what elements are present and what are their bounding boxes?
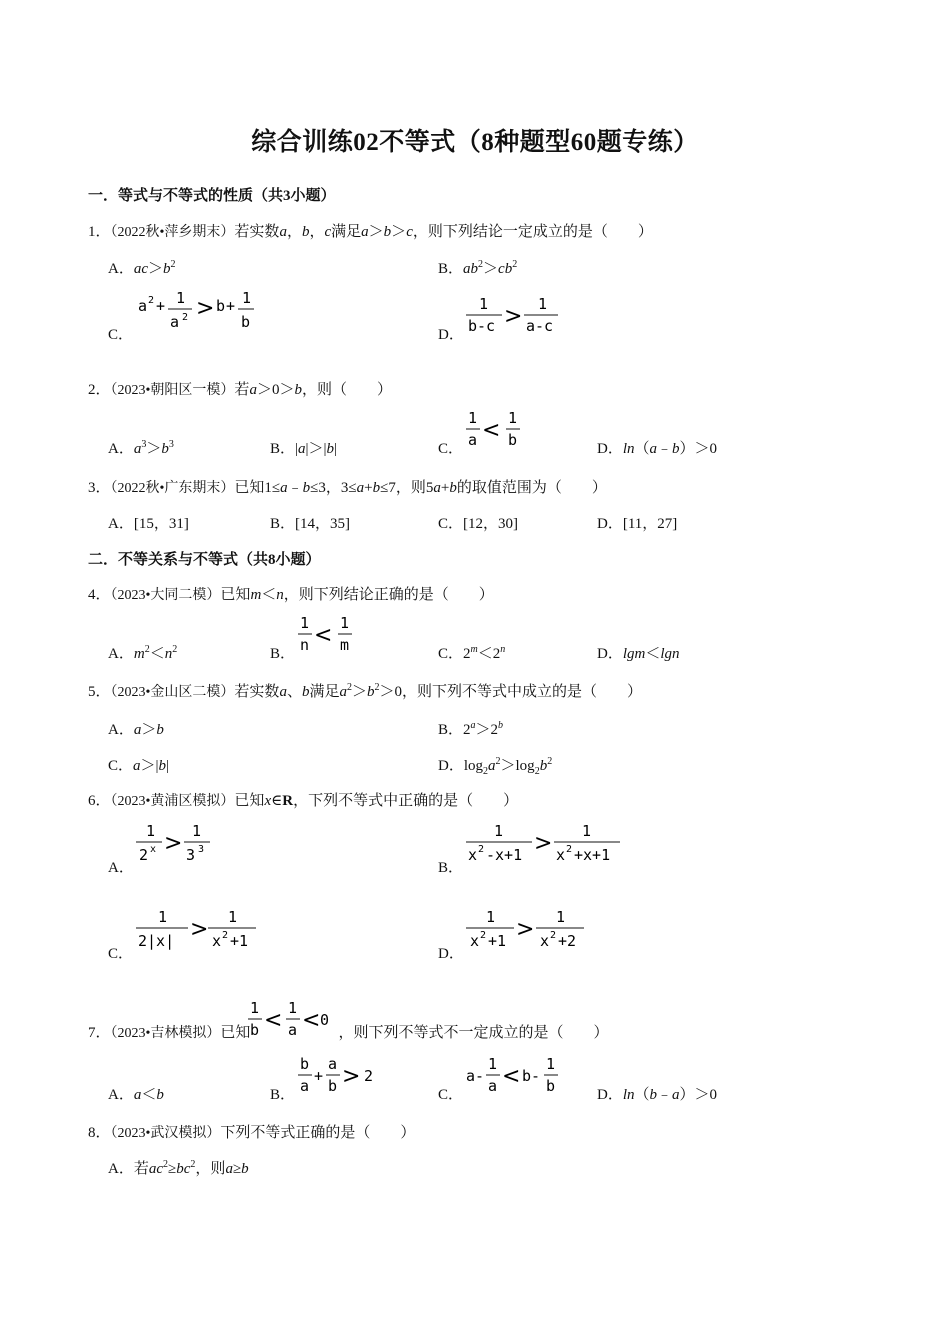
svg-text:-x+1: -x+1: [486, 846, 523, 864]
svg-text:+1: +1: [488, 932, 507, 950]
svg-text:>: >: [534, 831, 553, 856]
q7-option-b-formula: [298, 1055, 388, 1101]
svg-text:b: b: [508, 431, 518, 449]
svg-text:1: 1: [556, 908, 566, 926]
q6-option-a-formula: [136, 822, 226, 872]
svg-text:b: b: [546, 1077, 556, 1095]
svg-text:a: a: [288, 1021, 298, 1039]
q2-option-c-formula: [466, 409, 536, 455]
svg-text:>: >: [196, 296, 215, 321]
svg-text:b: b: [328, 1077, 338, 1095]
svg-text:x: x: [468, 846, 478, 864]
svg-text:2|x|: 2|x|: [138, 932, 175, 950]
question-2: 2．（2023•朝阳区一模）若a＞0＞b，则（ ）: [88, 382, 392, 398]
q2-option-d: D．ln（a﹣b）＞0: [597, 441, 718, 457]
q5-option-d: D．$\log_2a^2>\log_2b^2$: [438, 756, 553, 777]
q4-option-b: B． 1 n < 1 m: [270, 642, 295, 663]
svg-text:a-c: a-c: [526, 317, 554, 335]
svg-text:1: 1: [250, 999, 260, 1017]
svg-text:a: a: [488, 1077, 498, 1095]
q4-option-c: C．$2^m<2^n$: [438, 644, 506, 662]
q5-option-b: B．$2^a>2^b$: [438, 720, 504, 738]
svg-text:2: 2: [182, 312, 189, 323]
svg-text:a: a: [170, 313, 180, 331]
svg-text:x: x: [150, 844, 157, 855]
q7-option-b: B． b a + a b > 2: [270, 1083, 295, 1104]
svg-text:<: <: [302, 1008, 321, 1033]
svg-text:>: >: [516, 917, 535, 942]
svg-text:a-: a-: [466, 1067, 485, 1085]
question-7: 7．（2023•吉林模拟）已知 1 b < 1 a < 0 ，则下列不等式不一定成立的是（ ）: [88, 1021, 608, 1042]
svg-text:+x+1: +x+1: [574, 846, 611, 864]
svg-text:<: <: [314, 623, 333, 648]
svg-text:2: 2: [478, 844, 485, 855]
svg-text:<: <: [264, 1008, 283, 1033]
svg-text:+: +: [226, 297, 236, 315]
svg-text:2: 2: [222, 930, 229, 941]
q1-option-b: B．$ab^2>cb^2$: [438, 259, 518, 277]
q1-option-d-formula: [466, 295, 596, 341]
svg-text:1: 1: [488, 1055, 498, 1073]
svg-text:3: 3: [186, 846, 196, 864]
svg-text:2: 2: [566, 844, 573, 855]
svg-text:0: 0: [320, 1011, 330, 1029]
svg-text:1: 1: [192, 822, 202, 840]
svg-text:3: 3: [198, 844, 205, 855]
svg-text:1: 1: [242, 289, 252, 307]
svg-text:a: a: [328, 1055, 338, 1073]
q4-option-d: D．lgm＜lgn: [597, 646, 680, 662]
q1-option-c-formula: [138, 289, 268, 339]
q1-option-d: D． 1 b-c > 1 a-c: [438, 323, 464, 344]
svg-text:2: 2: [550, 930, 557, 941]
svg-text:>: >: [164, 831, 183, 856]
svg-text:1: 1: [468, 409, 478, 427]
svg-text:1: 1: [288, 999, 298, 1017]
svg-text:1: 1: [494, 822, 504, 840]
q3-option-d: D．[11，27]: [597, 516, 678, 532]
svg-text:<: <: [502, 1064, 521, 1089]
svg-text:1: 1: [158, 908, 168, 926]
svg-text:<: <: [482, 418, 501, 443]
q5-option-c: C．a＞|b|: [108, 758, 170, 774]
q7-condition-formula: [248, 999, 338, 1045]
section-heading-2: 二．不等关系与不等式（共8小题）: [88, 552, 321, 568]
svg-text:b: b: [241, 313, 251, 331]
svg-text:2: 2: [139, 846, 149, 864]
question-3: 3．（2022秋•广东期末）已知1≤a﹣b≤3，3≤a+b≤7，则5a+b的取值范围为（ ）: [88, 480, 607, 496]
q3-option-b: B．[14，35]: [270, 516, 350, 532]
svg-text:x: x: [470, 932, 480, 950]
question-6: 6．（2023•黄浦区模拟）已知x∈R，下列不等式中正确的是（ ）: [88, 793, 519, 809]
question-5: 5．（2023•金山区二模）若实数a、b满足$a^2>b^2>0$，则下列不等式中成立的是（ ）: [88, 682, 642, 700]
q7-option-c-formula: [466, 1055, 576, 1101]
q7-option-a: A．a＜b: [108, 1087, 164, 1103]
q2-option-a: A．$a^3>b^3$: [108, 439, 174, 457]
svg-text:b: b: [216, 297, 226, 315]
svg-text:b: b: [250, 1021, 260, 1039]
q3-option-a: A．[15，31]: [108, 516, 189, 532]
question-8: 8．（2023•武汉模拟）下列不等式正确的是（ ）: [88, 1125, 416, 1141]
svg-text:n: n: [300, 636, 310, 654]
svg-text:1: 1: [508, 409, 518, 427]
page-title: 综合训练02不等式（8种题型60题专练）: [251, 129, 699, 156]
svg-text:>: >: [342, 1064, 361, 1089]
q7-option-d: D．ln（b﹣a）＞0: [597, 1087, 718, 1103]
svg-text:+: +: [314, 1067, 324, 1085]
q2-option-c: C． 1 a < 1 b: [438, 437, 463, 458]
svg-text:2: 2: [148, 295, 155, 306]
q4-option-b-formula: [298, 614, 368, 660]
q3-option-c: C．[12，30]: [438, 516, 518, 532]
svg-text:a: a: [300, 1077, 310, 1095]
q7-option-c: C． a- 1 a < b- 1 b: [438, 1083, 463, 1104]
svg-text:a: a: [468, 431, 478, 449]
svg-text:1: 1: [340, 614, 350, 632]
svg-text:+2: +2: [558, 932, 577, 950]
svg-text:2: 2: [480, 930, 487, 941]
svg-text:x: x: [540, 932, 550, 950]
q2-option-b: B．|a|＞|b|: [270, 441, 338, 457]
svg-text:+: +: [156, 297, 166, 315]
svg-text:>: >: [504, 304, 523, 329]
svg-text:x: x: [212, 932, 222, 950]
svg-text:b: b: [300, 1055, 310, 1073]
svg-text:b-: b-: [522, 1067, 541, 1085]
q6-option-c-formula: [136, 908, 286, 958]
svg-text:1: 1: [486, 908, 496, 926]
svg-text:1: 1: [300, 614, 310, 632]
svg-text:1: 1: [176, 289, 186, 307]
q1-option-a: A．$ac>b^2$: [108, 259, 176, 277]
svg-text:m: m: [340, 636, 350, 654]
svg-text:1: 1: [479, 295, 489, 313]
q6-option-c: C． 1 2|x| > 1 x 2 +1: [108, 942, 133, 963]
svg-text:1: 1: [582, 822, 592, 840]
svg-text:>: >: [190, 917, 209, 942]
question-4: 4．（2023•大同二模）已知m＜n，则下列结论正确的是（ ）: [88, 587, 494, 603]
q4-option-a: A．$m^2<n^2$: [108, 644, 178, 662]
q6-option-b: B． 1 x 2 -x+1 > 1 x 2 +x+1: [438, 856, 463, 877]
q6-option-a: A． 1 2 x > 1 3 3: [108, 856, 134, 877]
q6-option-b-formula: [466, 822, 656, 872]
q1-option-c: C． a 2 + 1 a 2 > b + 1 b: [108, 323, 133, 344]
section-heading-1: 一．等式与不等式的性质（共3小题）: [88, 188, 336, 204]
svg-text:x: x: [556, 846, 566, 864]
svg-text:b-c: b-c: [468, 317, 496, 335]
svg-text:1: 1: [228, 908, 238, 926]
formula-text: a: [138, 297, 148, 315]
svg-text:+1: +1: [230, 932, 249, 950]
q6-option-d: D． 1 x 2 +1 > 1 x 2 +2: [438, 942, 464, 963]
svg-text:2: 2: [364, 1067, 374, 1085]
q5-option-a: A．a＞b: [108, 722, 164, 738]
svg-text:1: 1: [538, 295, 548, 313]
q6-option-d-formula: [466, 908, 616, 958]
svg-text:1: 1: [546, 1055, 556, 1073]
q8-option-a: A．若$ac^2\ge bc^2$，则a≥b: [108, 1159, 249, 1177]
question-1: 1．（2022秋•萍乡期末）若实数a，b，c满足a＞b＞c，则下列结论一定成立的是（ ）: [88, 224, 653, 240]
svg-text:1: 1: [146, 822, 156, 840]
